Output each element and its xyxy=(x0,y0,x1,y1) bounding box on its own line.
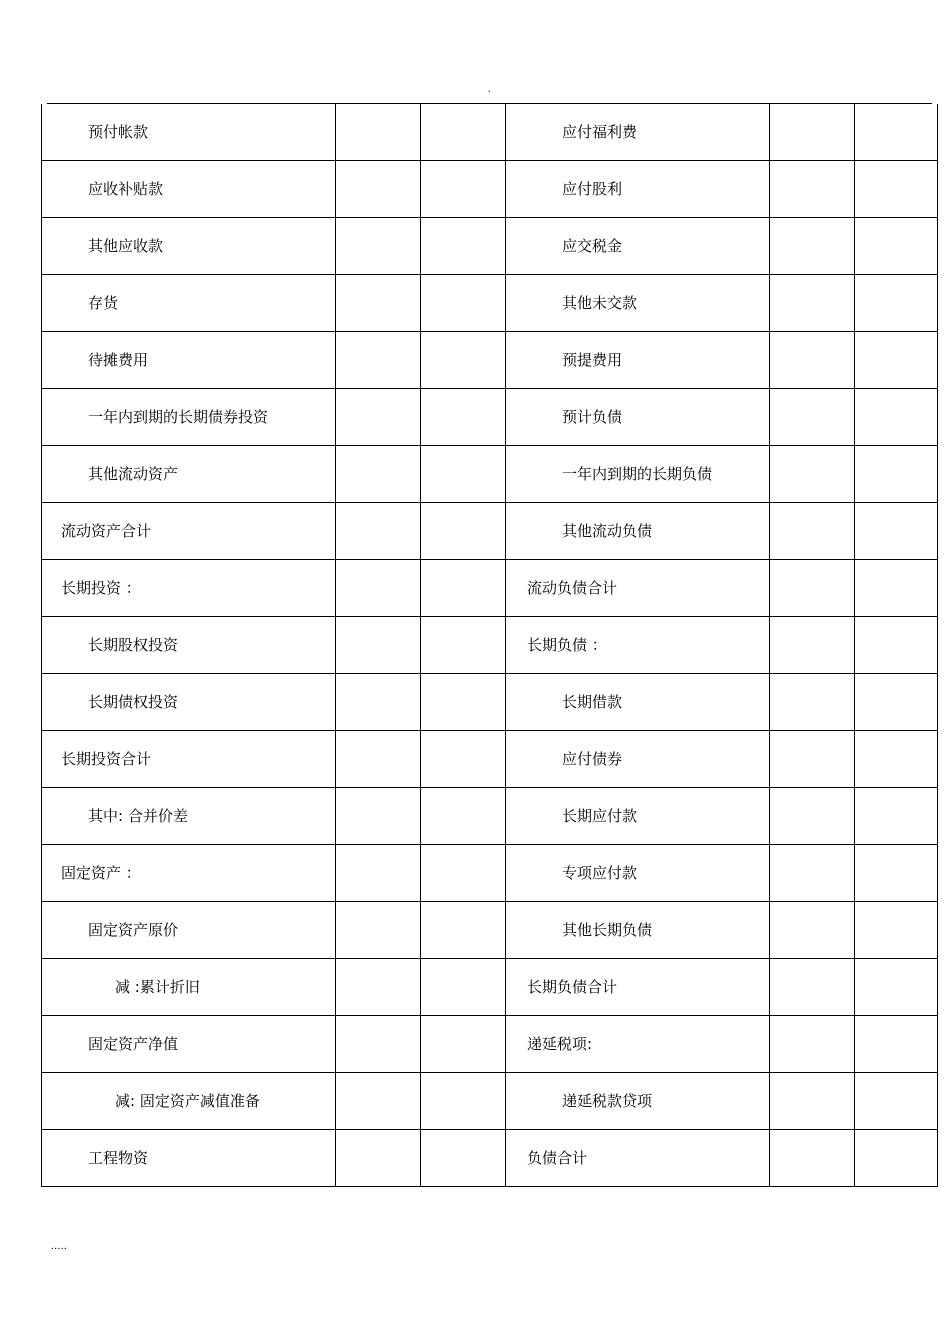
asset-value-cell[interactable] xyxy=(336,332,421,389)
asset-value-cell[interactable] xyxy=(336,218,421,275)
liability-item-label: 长期借款 xyxy=(506,674,770,731)
liability-item-label: 应付股利 xyxy=(506,161,770,218)
asset-value-cell[interactable] xyxy=(421,332,506,389)
liability-value-cell[interactable] xyxy=(855,503,938,560)
asset-value-cell[interactable] xyxy=(421,104,506,161)
table-row xyxy=(42,161,938,218)
asset-item-label: 工程物资 xyxy=(42,1130,336,1187)
asset-value-cell[interactable] xyxy=(336,161,421,218)
liability-value-cell[interactable] xyxy=(770,845,855,902)
asset-value-cell[interactable] xyxy=(421,617,506,674)
asset-item-label: 其他应收款 xyxy=(42,218,336,275)
liability-value-cell[interactable] xyxy=(855,1073,938,1130)
asset-value-cell[interactable] xyxy=(421,902,506,959)
liability-item-label: 递延税项: xyxy=(506,1016,770,1073)
asset-value-cell[interactable] xyxy=(421,674,506,731)
asset-item-label: 长期投资合计 xyxy=(42,731,336,788)
liability-value-cell[interactable] xyxy=(855,959,938,1016)
liability-value-cell[interactable] xyxy=(770,161,855,218)
liability-value-cell[interactable] xyxy=(855,161,938,218)
asset-value-cell[interactable] xyxy=(421,1130,506,1187)
table-row xyxy=(42,503,938,560)
asset-item-label: 流动资产合计 xyxy=(42,503,336,560)
liability-value-cell[interactable] xyxy=(770,959,855,1016)
liability-value-cell[interactable] xyxy=(770,332,855,389)
liability-value-cell[interactable] xyxy=(855,389,938,446)
liability-value-cell[interactable] xyxy=(855,275,938,332)
liability-item-label: 应付债券 xyxy=(506,731,770,788)
table-row xyxy=(42,845,938,902)
liability-value-cell[interactable] xyxy=(770,218,855,275)
asset-item-label: 减: 固定资产减值准备 xyxy=(42,1073,336,1130)
liability-item-label: 长期应付款 xyxy=(506,788,770,845)
liability-item-label: 其他长期负债 xyxy=(506,902,770,959)
asset-item-label: 长期投资 ： xyxy=(42,560,336,617)
liability-item-label: 一年内到期的长期负债 xyxy=(506,446,770,503)
table-row xyxy=(42,1130,938,1187)
liability-value-cell[interactable] xyxy=(770,104,855,161)
asset-value-cell[interactable] xyxy=(421,788,506,845)
asset-value-cell[interactable] xyxy=(421,845,506,902)
liability-item-label: 负债合计 xyxy=(506,1130,770,1187)
liability-item-label: 长期负债合计 xyxy=(506,959,770,1016)
asset-item-label: 存货 xyxy=(42,275,336,332)
asset-item-label: 长期股权投资 xyxy=(42,617,336,674)
asset-value-cell[interactable] xyxy=(336,104,421,161)
asset-value-cell[interactable] xyxy=(336,560,421,617)
liability-value-cell[interactable] xyxy=(855,1130,938,1187)
liability-value-cell[interactable] xyxy=(770,560,855,617)
asset-value-cell[interactable] xyxy=(336,1073,421,1130)
liability-value-cell[interactable] xyxy=(855,332,938,389)
liability-item-label: 长期负债 ： xyxy=(506,617,770,674)
asset-value-cell[interactable] xyxy=(336,674,421,731)
liability-value-cell[interactable] xyxy=(855,617,938,674)
asset-value-cell[interactable] xyxy=(336,902,421,959)
table-row xyxy=(42,959,938,1016)
header-mark: . xyxy=(488,84,491,95)
asset-value-cell[interactable] xyxy=(421,389,506,446)
asset-item-label: 其中: 合并价差 xyxy=(42,788,336,845)
liability-value-cell[interactable] xyxy=(770,902,855,959)
liability-value-cell[interactable] xyxy=(855,104,938,161)
asset-value-cell[interactable] xyxy=(421,959,506,1016)
asset-value-cell[interactable] xyxy=(336,389,421,446)
liability-value-cell[interactable] xyxy=(770,731,855,788)
asset-item-label: 固定资产 ： xyxy=(42,845,336,902)
asset-value-cell[interactable] xyxy=(421,446,506,503)
asset-value-cell[interactable] xyxy=(336,503,421,560)
liability-value-cell[interactable] xyxy=(855,674,938,731)
liability-value-cell[interactable] xyxy=(855,788,938,845)
liability-value-cell[interactable] xyxy=(770,446,855,503)
table-row xyxy=(42,446,938,503)
asset-value-cell[interactable] xyxy=(336,788,421,845)
liability-value-cell[interactable] xyxy=(855,731,938,788)
table-row xyxy=(42,902,938,959)
table-row xyxy=(42,332,938,389)
asset-value-cell[interactable] xyxy=(336,617,421,674)
liability-value-cell[interactable] xyxy=(770,674,855,731)
liability-item-label: 其他未交款 xyxy=(506,275,770,332)
asset-item-label: 长期债权投资 xyxy=(42,674,336,731)
liability-item-label: 其他流动负债 xyxy=(506,503,770,560)
liability-item-label: 预提费用 xyxy=(506,332,770,389)
liability-value-cell[interactable] xyxy=(855,218,938,275)
liability-item-label: 预计负债 xyxy=(506,389,770,446)
liability-item-label: 应付福利费 xyxy=(506,104,770,161)
asset-item-label: 待摊费用 xyxy=(42,332,336,389)
asset-value-cell[interactable] xyxy=(421,560,506,617)
liability-value-cell[interactable] xyxy=(855,902,938,959)
asset-value-cell[interactable] xyxy=(336,731,421,788)
asset-value-cell[interactable] xyxy=(421,731,506,788)
table-row xyxy=(42,560,938,617)
asset-value-cell[interactable] xyxy=(421,1016,506,1073)
asset-value-cell[interactable] xyxy=(336,446,421,503)
liability-value-cell[interactable] xyxy=(770,1016,855,1073)
table-row xyxy=(42,1016,938,1073)
table-row xyxy=(42,389,938,446)
asset-value-cell[interactable] xyxy=(421,218,506,275)
asset-item-label: 预付帐款 xyxy=(42,104,336,161)
asset-value-cell[interactable] xyxy=(336,1016,421,1073)
liability-value-cell[interactable] xyxy=(770,617,855,674)
footer-mark: ..... xyxy=(51,1240,68,1252)
liability-item-label: 流动负债合计 xyxy=(506,560,770,617)
liability-value-cell[interactable] xyxy=(855,560,938,617)
asset-value-cell[interactable] xyxy=(336,959,421,1016)
liability-value-cell[interactable] xyxy=(855,1016,938,1073)
asset-value-cell[interactable] xyxy=(421,275,506,332)
table-row xyxy=(42,104,938,161)
liability-value-cell[interactable] xyxy=(855,845,938,902)
liability-value-cell[interactable] xyxy=(770,788,855,845)
asset-value-cell[interactable] xyxy=(336,275,421,332)
table-row xyxy=(42,1073,938,1130)
liability-value-cell[interactable] xyxy=(770,1130,855,1187)
asset-value-cell[interactable] xyxy=(421,503,506,560)
liability-item-label: 应交税金 xyxy=(506,218,770,275)
liability-value-cell[interactable] xyxy=(770,503,855,560)
table-row xyxy=(42,617,938,674)
liability-value-cell[interactable] xyxy=(855,446,938,503)
table-row xyxy=(42,218,938,275)
asset-value-cell[interactable] xyxy=(421,161,506,218)
asset-item-label: 一年内到期的长期债券投资 xyxy=(42,389,336,446)
asset-item-label: 应收补贴款 xyxy=(42,161,336,218)
asset-item-label: 固定资产净值 xyxy=(42,1016,336,1073)
balance-sheet-table xyxy=(41,104,938,1187)
asset-item-label: 减 :累计折旧 xyxy=(42,959,336,1016)
liability-item-label: 专项应付款 xyxy=(506,845,770,902)
asset-value-cell[interactable] xyxy=(336,845,421,902)
liability-value-cell[interactable] xyxy=(770,275,855,332)
liability-item-label: 递延税款贷项 xyxy=(506,1073,770,1130)
table-row xyxy=(42,788,938,845)
asset-value-cell[interactable] xyxy=(336,1130,421,1187)
asset-value-cell[interactable] xyxy=(421,1073,506,1130)
liability-value-cell[interactable] xyxy=(770,389,855,446)
table-row xyxy=(42,275,938,332)
table-row xyxy=(42,731,938,788)
liability-value-cell[interactable] xyxy=(770,1073,855,1130)
asset-item-label: 其他流动资产 xyxy=(42,446,336,503)
table-row xyxy=(42,674,938,731)
asset-item-label: 固定资产原价 xyxy=(42,902,336,959)
